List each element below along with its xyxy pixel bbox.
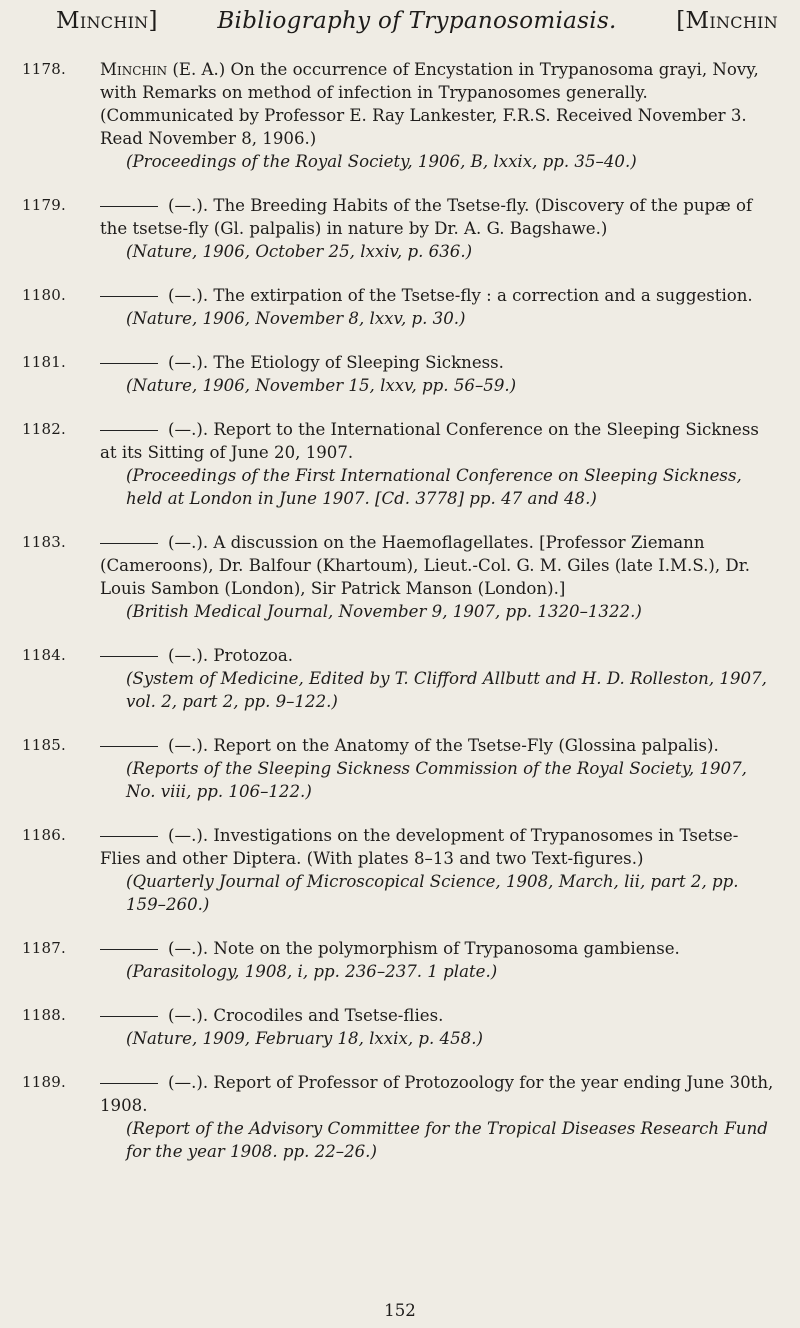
ditto-rule — [100, 746, 158, 747]
entry-author: (—.). — [168, 646, 209, 665]
entry-source: (Reports of the Sleeping Sickness Commission of the Royal Society, 1907, No. viii, pp. 106–122.) — [126, 759, 747, 801]
entry-title: Report on the Anatomy of the Tsetse-Fly (Glossina palpalis). — [213, 736, 719, 755]
entry-number: 1185. — [22, 736, 66, 754]
ditto-rule — [100, 296, 158, 297]
entry-title: The Breeding Habits of the Tsetse-fly. (Discovery of the pupæ of the tsetse-fly (Gl. palpalis) in nature by Dr. A. G. Bagshawe.) — [100, 196, 753, 238]
entry-author: (—.). — [168, 420, 209, 439]
entry-title: Protozoa. — [213, 646, 294, 665]
entry-title: Investigations on the development of Trypanosomes in Tsetse-Flies and other Diptera. (With plates 8–13 and two Text-figures.) — [100, 826, 739, 868]
bibliography-entry — [0, 58, 800, 173]
bibliography-entry — [0, 418, 800, 510]
entry-source: (System of Medicine, Edited by T. Clifford Allbutt and H. D. Rolleston, 1907, vol. 2, part 2, pp. 9–122.) — [126, 669, 767, 711]
entry-body — [100, 418, 778, 510]
bibliography-entry — [0, 351, 800, 397]
entry-author: (—.). — [168, 1073, 209, 1092]
ditto-rule — [100, 836, 158, 837]
entry-author: (—.). — [168, 286, 209, 305]
entry-source: (Quarterly Journal of Microscopical Science, 1908, March, lii, part 2, pp. 159–260.) — [126, 872, 739, 914]
ditto-rule — [100, 543, 158, 544]
running-header — [56, 6, 778, 36]
entry-number: 1179. — [22, 196, 66, 214]
entry-body — [100, 824, 778, 916]
header-right: [Minchin — [676, 8, 778, 34]
entry-author: (—.). — [168, 939, 209, 958]
entry-body — [100, 284, 778, 330]
entry-title: On the occurrence of Encystation in Trypanosoma grayi, Novy, with Remarks on method of infection in Trypanosomes generally. (Communicated by Professor E. Ray Lankester, F.R.S. Received November 3. Read November 8, 1906.) — [100, 60, 759, 148]
entry-author: (—.). — [168, 196, 209, 215]
entry-body — [100, 1071, 778, 1163]
bibliography-entry — [0, 824, 800, 916]
entry-source: (Proceedings of the Royal Society, 1906, B, lxxix, pp. 35–40.) — [126, 152, 637, 171]
page-number: 152 — [384, 1301, 416, 1320]
entry-number: 1183. — [22, 533, 66, 551]
bibliography-entry — [0, 1071, 800, 1163]
entry-author: (—.). — [168, 533, 209, 552]
entry-title: A discussion on the Haemoflagellates. [Professor Ziemann (Cameroons), Dr. Balfour (Khartoum), Lieut.-Col. G. M. Giles (late I.M.S.), Dr. Louis Sambon (London), Sir Patrick Manson (London).] — [100, 533, 751, 598]
entry-number: 1188. — [22, 1006, 66, 1024]
entry-author: (—.). — [168, 736, 209, 755]
entry-author: (—.). — [168, 353, 209, 372]
bibliography-entry — [0, 1004, 800, 1050]
entry-body — [100, 937, 778, 983]
bibliography-entry — [0, 644, 800, 713]
entry-body — [100, 531, 778, 623]
entry-number: 1178. — [22, 60, 66, 78]
ditto-rule — [100, 430, 158, 431]
header-title: Bibliography of Trypanosomiasis. — [217, 8, 617, 34]
entry-number: 1182. — [22, 420, 66, 438]
bibliography-entry — [0, 531, 800, 623]
bibliography-entry — [0, 937, 800, 983]
entry-source: (British Medical Journal, November 9, 1907, pp. 1320–1322.) — [126, 602, 642, 621]
entry-body — [100, 1004, 778, 1050]
entry-number: 1187. — [22, 939, 66, 957]
entry-title: Report of Professor of Protozoology for the year ending June 30th, 1908. — [100, 1073, 774, 1115]
ditto-rule — [100, 1083, 158, 1084]
bibliography-list — [0, 58, 800, 1184]
ditto-rule — [100, 363, 158, 364]
bibliography-entry — [0, 194, 800, 263]
entry-body — [100, 351, 778, 397]
entry-source: (Proceedings of the First International Conference on Sleeping Sickness, held at London in June 1907. [Cd. 3778] pp. 47 and 48.) — [126, 466, 742, 508]
entry-body — [100, 58, 778, 173]
ditto-rule — [100, 206, 158, 207]
ditto-rule — [100, 1016, 158, 1017]
ditto-rule — [100, 949, 158, 950]
entry-author: (—.). — [168, 1006, 209, 1025]
entry-source: (Nature, 1906, November 15, lxxv, pp. 56–59.) — [126, 376, 517, 395]
entry-title: Report to the International Conference on the Sleeping Sickness at its Sitting of June 20, 1907. — [100, 420, 759, 462]
entry-body — [100, 644, 778, 713]
header-left: Minchin] — [56, 8, 158, 34]
entry-body — [100, 734, 778, 803]
entry-source: (Parasitology, 1908, i, pp. 236–237. 1 plate.) — [126, 962, 498, 981]
entry-source: (Nature, 1909, February 18, lxxix, p. 458.) — [126, 1029, 483, 1048]
entry-number: 1184. — [22, 646, 66, 664]
entry-source: (Nature, 1906, October 25, lxxiv, p. 636.) — [126, 242, 473, 261]
entry-author: (—.). — [168, 826, 209, 845]
bibliography-entry — [0, 284, 800, 330]
entry-title: Note on the polymorphism of Trypanosoma gambiense. — [213, 939, 680, 958]
entry-source: (Report of the Advisory Committee for the Tropical Diseases Research Fund for the year 1908. pp. 22–26.) — [126, 1119, 768, 1161]
bibliography-entry — [0, 734, 800, 803]
entry-source: (Nature, 1906, November 8, lxxv, p. 30.) — [126, 309, 466, 328]
entry-title: The extirpation of the Tsetse-fly : a correction and a suggestion. — [213, 286, 753, 305]
entry-author: Minchin (E. A.) — [100, 60, 226, 79]
entry-number: 1181. — [22, 353, 66, 371]
entry-title: The Etiology of Sleeping Sickness. — [213, 353, 504, 372]
entry-number: 1186. — [22, 826, 66, 844]
entry-number: 1180. — [22, 286, 66, 304]
entry-body — [100, 194, 778, 263]
entry-number: 1189. — [22, 1073, 66, 1091]
entry-title: Crocodiles and Tsetse-flies. — [213, 1006, 444, 1025]
ditto-rule — [100, 656, 158, 657]
